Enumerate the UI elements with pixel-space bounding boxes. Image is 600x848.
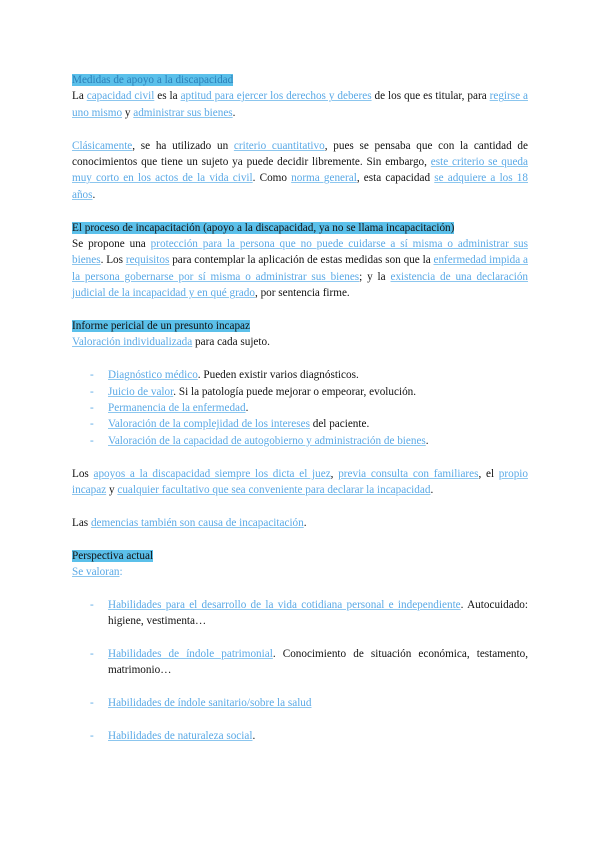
- link-valoracion-individualizada[interactable]: Valoración individualizada: [72, 336, 193, 349]
- link-regirse[interactable]: regirse a uno mismo: [72, 90, 528, 119]
- list-item: - Habilidades de índole sanitario/sobre la salud: [90, 697, 312, 710]
- paragraph-se-valoran: Se valoran:: [72, 566, 123, 579]
- link-proteccion[interactable]: protección para la persona que no puede cuidarse a sí misma o administrar sus bienes: [72, 238, 528, 267]
- link-requisitos[interactable]: requisitos: [125, 254, 170, 267]
- page-title: Medidas de apoyo a la discapacidad: [72, 74, 234, 86]
- list-item: - Juicio de valor. Si la patología puede mejorar o empeorar, evolución.: [90, 385, 417, 398]
- list-item: - Valoración de la complejidad de los intereses del paciente.: [90, 418, 370, 431]
- link-enfermedad[interactable]: enfermedad impida a la persona gobernarse por sí misma o administrar sus bienes: [72, 254, 528, 283]
- link-apoyos-juez[interactable]: apoyos a la discapacidad siempre los dicta el juez: [93, 467, 331, 480]
- document-page: [72, 72, 528, 761]
- list-item: - Diagnóstico médico. Pueden existir varios diagnósticos.: [90, 369, 359, 382]
- link-criterio-corto[interactable]: este criterio se queda muy corto en los actos de la vida civil: [72, 156, 528, 185]
- link-18-anos[interactable]: se adquiere a los 18 años: [72, 172, 528, 201]
- list-item: - Habilidades de índole patrimonial. Conocimiento de situación económica, testamento, matrimonio…: [90, 648, 528, 677]
- paragraph-capacidad-civil: La capacidad civil es la aptitud para ejercer los derechos y deberes de los que es titular, para regirse a uno mismo y administrar sus bienes.: [72, 90, 528, 119]
- link-facultativo[interactable]: cualquier facultativo que sea conveniente para declarar la incapacidad: [117, 484, 431, 497]
- list-item: - Permanencia de la enfermedad.: [90, 402, 249, 415]
- paragraph-criterio: Clásicamente, se ha utilizado un criterio cuantitativo, pues se pensaba que con la cantidad de conocimientos que tiene un sujeto ya puede decidir libremente. Sin embargo, este criterio se queda muy corto en los actos de la vida civil. Como norma general, esta capacidad se adquiere a los 18 años.: [72, 139, 528, 201]
- link-capacidad-civil[interactable]: capacidad civil: [86, 90, 155, 103]
- paragraph-valoracion: Valoración individualizada para cada sujeto.: [72, 336, 270, 349]
- paragraph-apoyos: Los apoyos a la discapacidad siempre los dicta el juez, previa consulta con familiares, el propio incapaz y cualquier facultativo que sea conveniente para declarar la incapacidad.: [72, 467, 528, 497]
- link-norma-general[interactable]: norma general: [291, 172, 357, 185]
- link-aptitud[interactable]: aptitud para ejercer los derechos y deberes: [180, 90, 372, 103]
- list-item: - Habilidades de naturaleza social.: [90, 730, 256, 743]
- link-criterio-cuantitativo[interactable]: criterio cuantitativo: [233, 139, 325, 152]
- link-se-valoran[interactable]: Se valoran: [72, 566, 120, 579]
- section-heading-informe: Informe pericial de un presunto incapaz: [72, 320, 250, 333]
- link-clasicamente[interactable]: Clásicamente: [72, 139, 133, 152]
- link-declaracion-judicial[interactable]: existencia de una declaración judicial de la incapacidad y en qué grado: [72, 270, 529, 300]
- list-item: - Valoración de la capacidad de autogobierno y administración de bienes.: [90, 434, 429, 447]
- section-heading-proceso: El proceso de incapacitación (apoyo a la discapacidad, ya no se llama incapacitación): [72, 221, 455, 234]
- list-item: - Habilidades para el desarrollo de la vida cotidiana personal e independiente. Autocuidado: higiene, vestimenta…: [90, 598, 528, 628]
- link-administrar[interactable]: administrar sus bienes: [133, 106, 233, 119]
- section-heading-perspectiva: Perspectiva actual: [72, 549, 154, 562]
- perspectiva-list: [72, 597, 528, 745]
- paragraph-demencias: Las demencias también son causa de incapacitación.: [72, 516, 307, 529]
- link-demencias[interactable]: demencias también son causa de incapacitación: [90, 516, 304, 529]
- informe-list: [72, 367, 528, 449]
- link-propio-incapaz[interactable]: propio incapaz: [72, 467, 528, 497]
- link-consulta-familiares[interactable]: previa consulta con familiares: [338, 467, 479, 480]
- paragraph-proceso: Se propone una protección para la persona que no puede cuidarse a sí misma o administrar sus bienes. Los requisitos para contemplar la aplicación de estas medidas son que la enfermedad impida a la persona gobernarse por sí misma o administrar sus bienes; y la existencia de una declaración judicial de la incapacidad y en qué grado, por sentencia firme.: [72, 238, 529, 300]
